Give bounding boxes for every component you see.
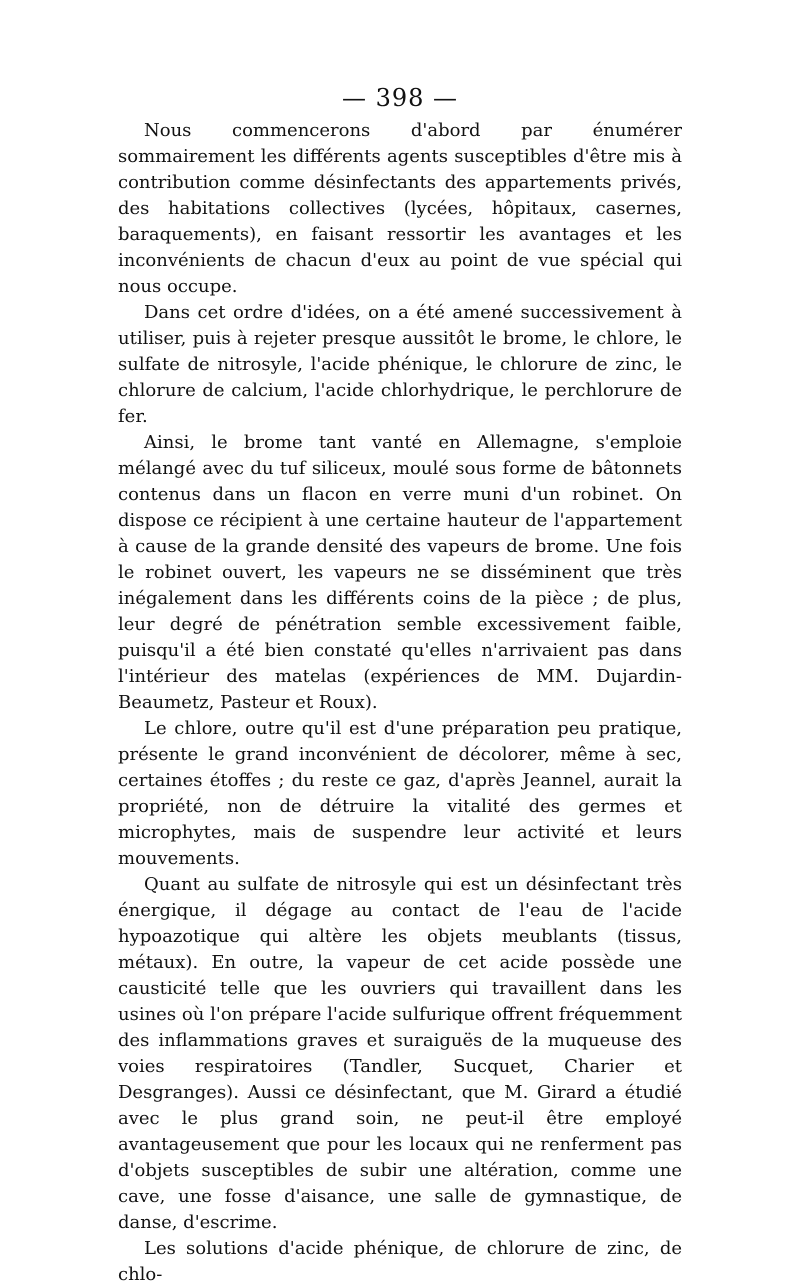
page-number: — 398 — — [341, 84, 459, 112]
paragraph-3: Ainsi, le brome tant vanté en Allemagne, s'emploie mélangé avec du tuf siliceux, moulé sous forme de bâtonnets contenus dans un flacon en verre muni d'un robinet. On dispose ce récipient à une certaine hauteur de l'appartement à cause de la grande densité des vapeurs de brome. Une fois le robinet ouvert, les vapeurs ne se disséminent que très inégalement dans les différents coins de la pièce ; de plus, leur degré de pénétration semble excessivement faible, puisqu'il a été bien constaté qu'elles n'arrivaient pas dans l'intérieur des matelas (expériences de MM. Dujardin-Beaumetz, Pasteur et Roux). — [118, 432, 682, 713]
paragraph-4: Le chlore, outre qu'il est d'une préparation peu pratique, présente le grand inconvénient de décolorer, même à sec, certaines étoffes ; du reste ce gaz, d'après Jeannel, aurait la propriété, non de détruire la vitalité des germes et microphytes, mais de suspendre leur activité et leurs mouvements. — [118, 718, 682, 869]
paragraph-2: Dans cet ordre d'idées, on a été amené successivement à utiliser, puis à rejeter presque aussitôt le brome, le chlore, le sulfate de nitrosyle, l'acide phénique, le chlorure de zinc, le chlorure de calcium, l'acide chlorhydrique, le perchlorure de fer. — [118, 302, 682, 427]
paragraph-6: Les solutions d'acide phénique, de chlorure de zinc, de chlo- — [118, 1238, 682, 1285]
body-text — [118, 118, 682, 1288]
paragraph-1: Nous commencerons d'abord par énumérer sommairement les différents agents susceptibles d'être mis à contribution comme désinfectants des appartements privés, des habitations collectives (lycées, hôpitaux, casernes, baraquements), en faisant ressortir les avantages et les inconvénients de chacun d'eux au point de vue spécial qui nous occupe. — [118, 120, 682, 297]
paragraph-5: Quant au sulfate de nitrosyle qui est un désinfectant très énergique, il dégage au contact de l'eau de l'acide hypoazotique qui altère les objets meublants (tissus, métaux). En outre, la vapeur de cet acide possède une causticité telle que les ouvriers qui travaillent dans les usines où l'on prépare l'acide sulfurique offrent fréquemment des inflammations graves et suraiguës de la muqueuse des voies respiratoires (Tandler, Sucquet, Charier et Desgranges). Aussi ce désinfectant, que M. Girard a étudié avec le plus grand soin, ne peut-il être employé avantageusement que pour les locaux qui ne renferment pas d'objets susceptibles de subir une altération, comme une cave, une fosse d'aisance, une salle de gymnastique, de danse, d'escrime. — [118, 874, 682, 1233]
